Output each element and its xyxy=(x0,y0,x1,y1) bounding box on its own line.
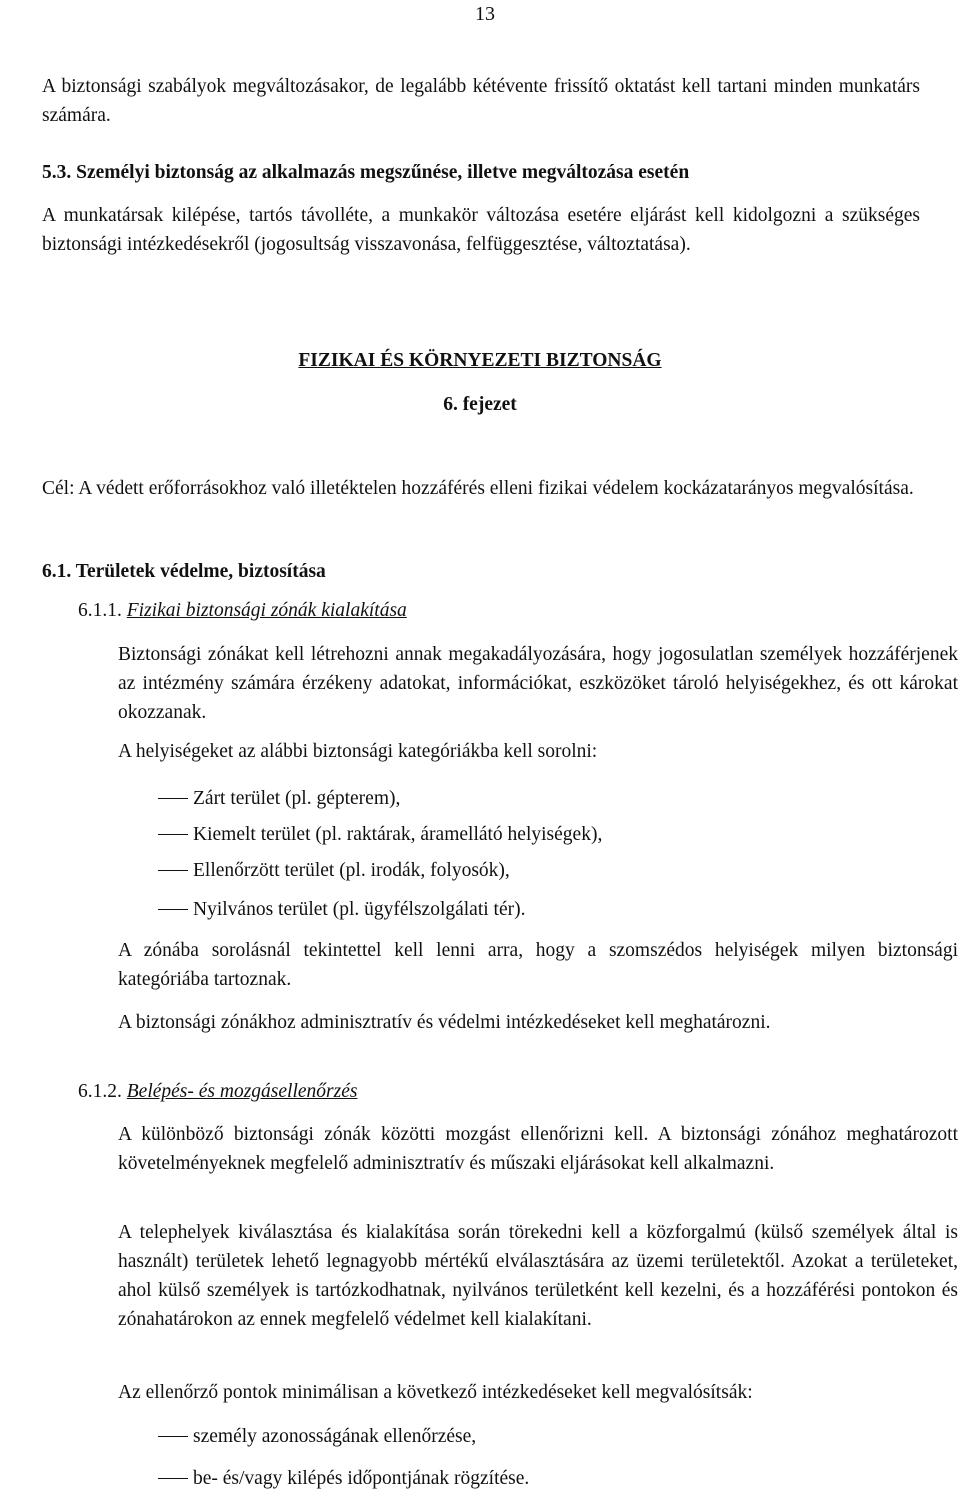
dash-bullet-icon xyxy=(158,870,188,871)
section-6-1-1-paragraph-3: A zónába sorolásnál tekintettel kell lenni arra, hogy a szomszédos helyiségek milyen biztonsági kategóriába tartoznak. xyxy=(118,940,958,990)
section-6-1-2-heading xyxy=(78,1077,357,1106)
zone-list-item xyxy=(118,820,958,849)
zone-list-item xyxy=(118,856,958,885)
section-6-1-2-title: Belépés- és mozgásellenőrzés xyxy=(126,1081,358,1102)
section-6-1-1-title: Fizikai biztonsági zónák kialakítása xyxy=(126,600,407,621)
section-6-1-2-number: 6.1.2. xyxy=(78,1081,122,1102)
section-6-1-1-paragraph-2: A helyiségeket az alábbi biztonsági kategóriákba kell sorolni: xyxy=(118,741,598,762)
check-list-item-text: személy azonosságának ellenőrzése, xyxy=(193,1426,477,1447)
section-6-1-2-paragraph-2: A telephelyek kiválasztása és kialakítása során törekedni kell a közforgalmú (külső személyek által is használt) területek lehető legnagyobb mértékű elválasztására az üzemi területektől. Azokat a területeket, ahol külső személyek is tartózkodhatnak, nyilvános területként kell kezelni, és a hozzáférési pontokon és zónahatárokon az ennek megfelelő védelmet kell kialakítani. xyxy=(118,1222,958,1330)
zone-list-item xyxy=(118,784,958,813)
dash-bullet-icon xyxy=(158,1436,188,1437)
check-list-item xyxy=(118,1422,958,1451)
chapter-goal: Cél: A védett erőforrásokhoz való illetéktelen hozzáférés elleni fizikai védelem kockázatarányos megvalósítása. xyxy=(42,478,914,499)
chapter-title xyxy=(0,346,960,375)
chapter-number: 6. fejezet xyxy=(443,394,517,415)
dash-bullet-icon xyxy=(158,798,188,799)
check-list-item-text: be- és/vagy kilépés időpontjának rögzítése. xyxy=(193,1468,530,1489)
section-5-3-body: A munkatársak kilépése, tartós távolléte, a munkakör változása esetére eljárást kell kidolgozni a szükséges biztonsági intézkedésekről (jogosultság visszavonása, felfüggesztése, változtatása). xyxy=(42,205,920,255)
section-6-1-1-paragraph-1: Biztonsági zónákat kell létrehozni annak megakadályozására, hogy jogosulatlan személyek hozzáférjenek az intézmény számára érzékeny adatokat, információkat, eszközöket tároló helyiségekhez, és ott károkat okozzanak. xyxy=(118,644,958,723)
zone-list-item-text: Ellenőrzött terület (pl. irodák, folyosók), xyxy=(193,860,510,881)
section-6-1-1-paragraph-4: A biztonsági zónákhoz adminisztratív és védelmi intézkedéseket kell meghatározni. xyxy=(118,1012,771,1033)
check-list-item xyxy=(118,1464,958,1493)
zone-list-item-text: Nyilvános terület (pl. ügyfélszolgálati tér). xyxy=(193,899,526,920)
dash-bullet-icon xyxy=(158,1478,188,1479)
section-5-3-heading: 5.3. Személyi biztonság az alkalmazás megszűnése, illetve megváltozása esetén xyxy=(42,162,690,183)
dash-bullet-icon xyxy=(158,834,188,835)
section-6-1-1-number: 6.1.1. xyxy=(78,600,122,621)
zone-list-item-text: Zárt terület (pl. gépterem), xyxy=(193,788,401,809)
dash-bullet-icon xyxy=(158,909,188,910)
section-6-1-1-heading xyxy=(78,596,407,625)
page-number: 13 xyxy=(475,3,495,25)
zone-list-item xyxy=(118,895,958,924)
section-6-1-2-paragraph-1: A különböző biztonsági zónák közötti mozgást ellenőrizni kell. A biztonsági zónához meghatározott követelményeknek megfelelő adminisztratív és műszaki eljárásokat kell alkalmazni. xyxy=(118,1124,958,1174)
intro-paragraph: A biztonsági szabályok megváltozásakor, de legalább kétévente frissítő oktatást kell tartani minden munkatárs számára. xyxy=(42,76,920,126)
section-6-1-heading: 6.1. Területek védelme, biztosítása xyxy=(42,561,326,582)
section-6-1-2-paragraph-3: Az ellenőrző pontok minimálisan a következő intézkedéseket kell megvalósítsák: xyxy=(118,1382,753,1403)
zone-list-item-text: Kiemelt terület (pl. raktárak, áramellátó helyiségek), xyxy=(193,824,603,845)
chapter-title-text: FIZIKAI ÉS KÖRNYEZETI BIZTONSÁG xyxy=(298,350,662,371)
